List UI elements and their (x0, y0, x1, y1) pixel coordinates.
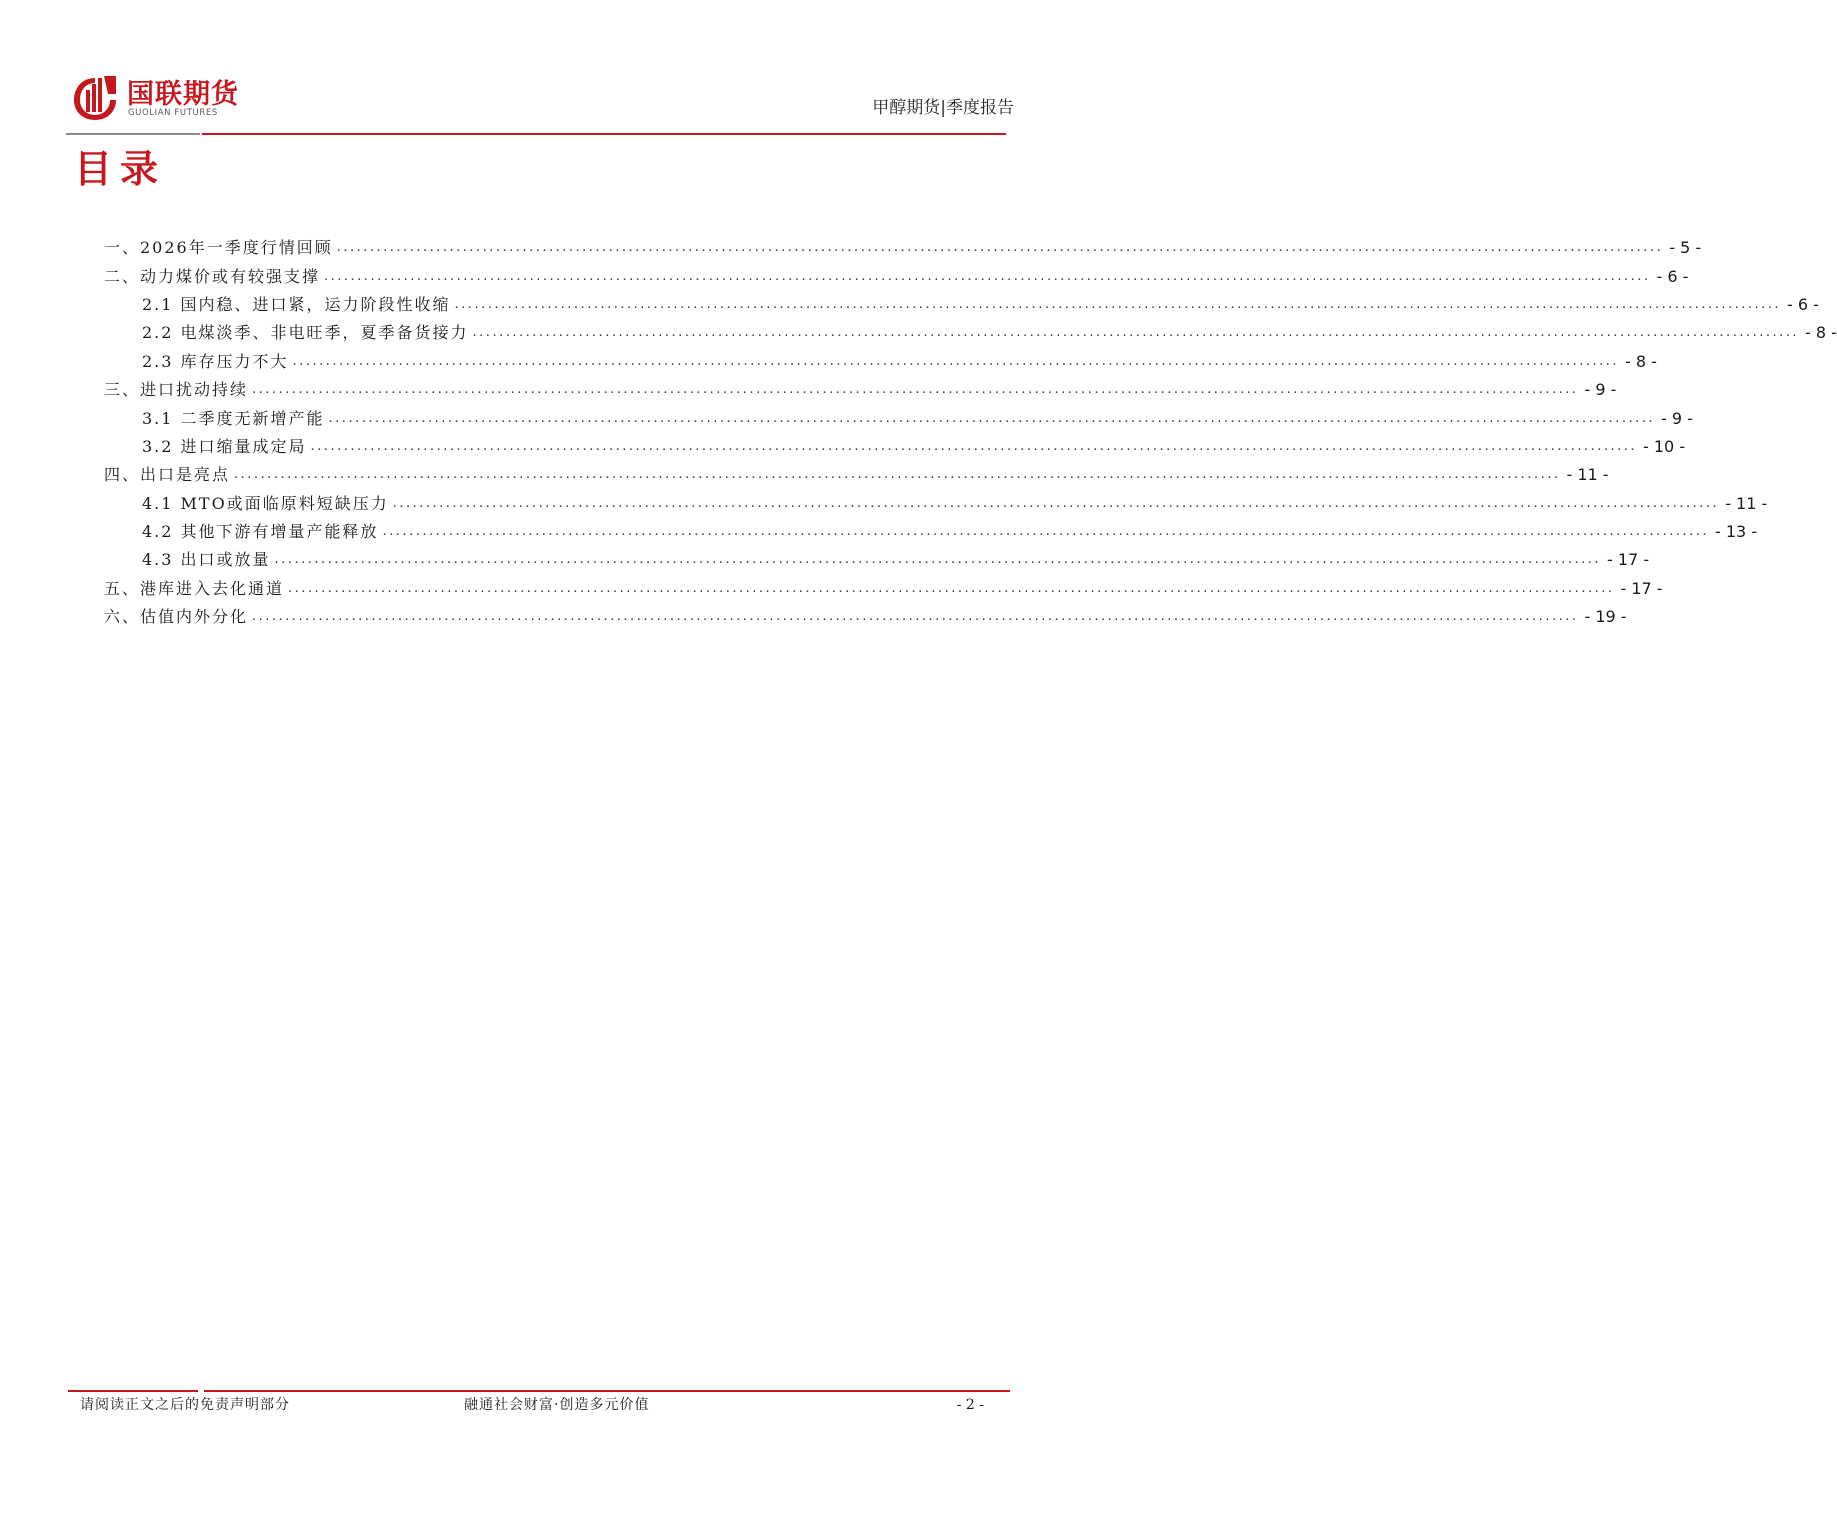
toc-dot-leader: ........................................................................................................................................................................................................ (324, 268, 1651, 284)
table-of-contents (104, 234, 1837, 631)
toc-entry-page[interactable]: - 10 - (1643, 436, 1686, 456)
toc-dot-leader: ........................................................................................................................................................................................................ (288, 580, 1615, 596)
toc-entry[interactable] (104, 546, 1650, 574)
toc-dot-leader: ........................................................................................................................................................................................................ (382, 524, 1710, 540)
toc-dot-leader: ........................................................................................................................................................................................................ (252, 382, 1579, 398)
toc-entry-page[interactable]: - 6 - (1787, 294, 1819, 314)
toc-entry-label[interactable]: 4.3 出口或放量 (142, 550, 271, 570)
toc-entry[interactable] (104, 518, 1758, 546)
toc-dot-leader: ........................................................................................................................................................................................................ (234, 467, 1561, 483)
toc-entry-page[interactable]: - 17 - (1607, 550, 1650, 570)
toc-entry[interactable] (104, 433, 1686, 461)
toc-entry-page[interactable]: - 13 - (1715, 522, 1758, 542)
header-divider (66, 133, 1006, 135)
toc-entry-label[interactable]: 一、2026年一季度行情回顾 (104, 238, 333, 258)
toc-entry-page[interactable]: - 6 - (1656, 266, 1689, 286)
toc-entry[interactable] (104, 262, 1689, 290)
toc-dot-leader: ........................................................................................................................................................................................................ (392, 495, 1720, 511)
toc-entry-label[interactable]: 2.3 库存压力不大 (142, 351, 289, 371)
toc-entry-label[interactable]: 六、估值内外分化 (104, 607, 249, 627)
toc-entry[interactable] (104, 603, 1627, 631)
logo-english-text: GUOLIAN FUTURES (128, 108, 218, 118)
toc-entry-page[interactable]: - 8 - (1805, 323, 1837, 343)
toc-dot-leader: ........................................................................................................................................................................................................ (336, 240, 1664, 256)
toc-entry-page[interactable]: - 5 - (1669, 238, 1702, 258)
footer-disclaimer: 请阅读正文之后的免责声明部分 (80, 1397, 290, 1413)
toc-entry[interactable] (104, 461, 1609, 489)
toc-dot-leader: ........................................................................................................................................................................................................ (454, 296, 1782, 312)
report-type-label: 甲醇期货|季度报告 (872, 98, 1014, 118)
toc-entry-page[interactable]: - 11 - (1566, 465, 1609, 485)
footer-page-number: - 2 - (956, 1397, 984, 1413)
toc-entry-label[interactable]: 2.1 国内稳、进口紧，运力阶段性收缩 (142, 294, 451, 314)
toc-entry-label[interactable]: 二、动力煤价或有较强支撑 (104, 266, 321, 286)
toc-entry-page[interactable]: - 9 - (1584, 380, 1617, 400)
toc-entry[interactable] (104, 234, 1702, 262)
toc-entry[interactable] (104, 575, 1663, 603)
guolian-logo-icon (72, 74, 118, 122)
toc-entry-page[interactable]: - 9 - (1661, 408, 1693, 428)
page-header (0, 0, 1080, 140)
toc-entry[interactable] (104, 404, 1693, 432)
toc-dot-leader: ........................................................................................................................................................................................................ (472, 325, 1800, 341)
toc-entry-label[interactable]: 3.2 进口缩量成定局 (142, 436, 307, 456)
footer-divider (68, 1390, 1010, 1393)
toc-entry-label[interactable]: 四、出口是亮点 (104, 465, 231, 485)
toc-entry-page[interactable]: - 19 - (1584, 607, 1627, 627)
toc-entry-label[interactable]: 五、港库进入去化通道 (104, 578, 285, 598)
toc-dot-leader: ........................................................................................................................................................................................................ (292, 353, 1620, 369)
toc-entry-label[interactable]: 3.1 二季度无新增产能 (142, 408, 325, 428)
toc-entry[interactable] (104, 319, 1837, 347)
toc-title: 目录 (74, 146, 167, 191)
toc-dot-leader: ........................................................................................................................................................................................................ (328, 410, 1656, 426)
toc-entry-label[interactable]: 4.2 其他下游有增量产能释放 (142, 522, 379, 542)
toc-entry-label[interactable]: 2.2 电煤淡季、非电旺季，夏季备货接力 (142, 323, 469, 343)
toc-dot-leader: ........................................................................................................................................................................................................ (252, 609, 1579, 625)
toc-dot-leader: ........................................................................................................................................................................................................ (310, 438, 1638, 454)
toc-entry-page[interactable]: - 8 - (1625, 351, 1657, 371)
logo-chinese-text: 国联期货 (127, 79, 239, 110)
toc-entry[interactable] (104, 291, 1819, 319)
toc-entry[interactable] (104, 348, 1657, 376)
toc-entry-page[interactable]: - 11 - (1725, 493, 1768, 513)
toc-entry[interactable] (104, 490, 1768, 518)
toc-entry[interactable] (104, 376, 1617, 404)
toc-entry-page[interactable]: - 17 - (1620, 578, 1663, 598)
toc-entry-label[interactable]: 4.1 MTO或面临原料短缺压力 (142, 493, 389, 513)
toc-dot-leader: ........................................................................................................................................................................................................ (274, 552, 1602, 568)
footer-slogan: 融通社会财富·创造多元价值 (464, 1397, 650, 1413)
toc-entry-label[interactable]: 三、进口扰动持续 (104, 380, 249, 400)
